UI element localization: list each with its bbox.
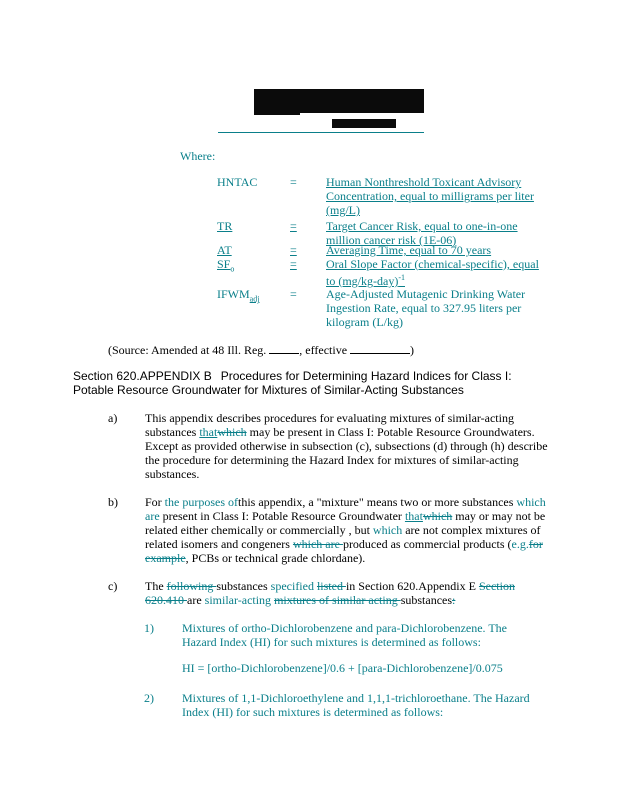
- definition-at: [217, 243, 547, 257]
- source-middle: , effective: [299, 343, 351, 357]
- subsection-label: 2): [144, 691, 154, 705]
- definition-tr: [217, 219, 547, 247]
- definition-term: TR: [217, 219, 233, 233]
- paragraph-body: The following substances specified listed in Section 620.Appendix E Section 620.410 are similar-acting mixtures of similar acting substances:: [145, 579, 515, 607]
- definition-term: $SF_o$: [217, 257, 235, 274]
- definition-equals: =: [290, 257, 297, 271]
- definition-hntac: [217, 175, 547, 219]
- definition-equals: =: [290, 219, 297, 233]
- definition-term: $IFWM_{adj}$: [217, 287, 260, 304]
- subsection-body: Mixtures of ortho-Dichlorobenzene and para-Dichlorobenzene. The Hazard Index (HI) for such mixtures is determined as follows:: [182, 621, 507, 649]
- definition-desc: Oral Slope Factor (chemical-specific), equal to $(mg/kg-day)^{-1}$: [326, 257, 539, 288]
- blank-date: [350, 343, 410, 354]
- subsection-label: 1): [144, 621, 154, 635]
- definition-ifwm: [217, 287, 547, 331]
- section-heading: [73, 369, 553, 397]
- paragraph-label: c): [108, 579, 118, 593]
- formula-numerator-block: [254, 89, 424, 113]
- section-number: Section 620.APPENDIX B: [73, 369, 212, 383]
- paragraph-label: a): [108, 411, 118, 425]
- definition-equals: =: [290, 287, 297, 301]
- definition-term: AT: [217, 243, 232, 257]
- definition-desc: Human Nonthreshold Toxicant Advisory Concentration, equal to milligrams per liter (mg/L): [326, 175, 534, 217]
- paragraph-body: For the purposes ofthis appendix, a "mixture" means two or more substances which are present in Class I: Potable Resource Groundwater thatwhich may or may not be related either chemically or commercially , but which are not complex mixtures of related isomers and congeners which are produced as commercial products (e.g.for example, PCBs or technical grade chlordane).: [145, 495, 546, 565]
- source-note: [108, 343, 414, 357]
- definition-desc: Age-Adjusted Mutagenic Drinking Water Ingestion Rate, equal to 327.95 liters per kilogram (L/kg): [326, 287, 526, 329]
- definition-term: HNTAC: [217, 175, 258, 189]
- formula-left-block: [254, 111, 300, 115]
- section-title: Procedures for Determining Hazard Indices for Class I: Potable Resource Groundwater for Mixtures of Similar-Acting Substances: [73, 369, 512, 397]
- definition-equals: =: [290, 243, 297, 257]
- definition-desc: Averaging Time, equal to 70 years: [326, 243, 492, 257]
- blank-volume: [269, 343, 299, 354]
- definition-sfo: [217, 257, 547, 287]
- definition-equals: =: [290, 175, 297, 189]
- source-prefix: (Source: Amended at 48 Ill. Reg.: [108, 343, 270, 357]
- definitions-list: [217, 175, 547, 331]
- formula-denominator-block: [332, 119, 396, 128]
- formula-image: [254, 89, 424, 133]
- paragraph-body: This appendix describes procedures for evaluating mixtures of similar-acting substances thatwhich may be present in Class I: Potable Resource Groundwaters. Except as provided otherwise in subsection (c), subsections (d) through (h) describe the procedure for determining the Hazard Index for mixtures of similar-acting substances.: [145, 411, 548, 481]
- source-suffix: ): [410, 343, 415, 357]
- subsection-body: Mixtures of 1,1-Dichloroethylene and 1,1,1-trichloroethane. The Hazard Index (HI) for such mixtures is determined as follows:: [182, 691, 530, 719]
- definition-desc: Target Cancer Risk, equal to one-in-one million cancer risk (1E-06): [326, 219, 518, 247]
- formula-underline: [218, 132, 424, 133]
- paragraph-label: b): [108, 495, 118, 509]
- hazard-index-formula: HI = [ortho-Dichlorobenzene]/0.6 + [para-Dichlorobenzene]/0.075: [182, 661, 503, 675]
- where-label: Where:: [180, 149, 216, 163]
